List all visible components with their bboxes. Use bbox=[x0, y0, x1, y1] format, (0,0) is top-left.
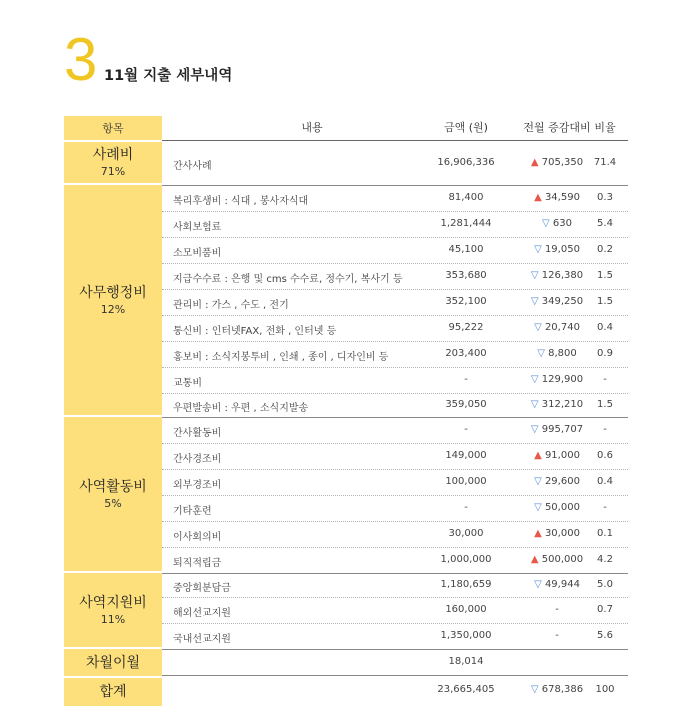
row-divider bbox=[162, 367, 628, 368]
amount-value: 100,000 bbox=[445, 476, 487, 487]
amount-value: 203,400 bbox=[445, 348, 487, 359]
ratio-value: 1.5 bbox=[597, 399, 613, 410]
header-category bbox=[64, 116, 162, 140]
item-description: 홍보비 : 소식지봉투비 , 인쇄 , 종이 , 디자인비 등 bbox=[173, 352, 389, 363]
ratio-value: 0.4 bbox=[597, 322, 613, 333]
amount-value: 1,000,000 bbox=[440, 554, 492, 565]
column-header: 전월 증감대비 bbox=[523, 121, 591, 134]
ratio-value: 0.4 bbox=[597, 476, 613, 487]
item-description: 지급수수료 : 은행 및 cms 수수료, 정수기, 복사기 등 bbox=[173, 274, 403, 285]
ratio-value: 1.5 bbox=[597, 270, 613, 281]
row-divider bbox=[162, 211, 628, 212]
category-cell bbox=[64, 678, 162, 706]
amount-value: 353,680 bbox=[445, 270, 487, 281]
row-divider bbox=[162, 547, 628, 548]
down-triangle-icon: ▽ bbox=[534, 502, 545, 513]
change-amount: 34,590 bbox=[544, 192, 580, 203]
change-amount: 50,000 bbox=[544, 502, 580, 513]
amount-value: - bbox=[464, 374, 468, 385]
row-divider bbox=[162, 469, 628, 470]
change-amount: 995,707 bbox=[541, 424, 584, 435]
row-divider bbox=[162, 675, 628, 676]
amount-value: 160,000 bbox=[445, 604, 487, 615]
category-name: 합계 bbox=[99, 684, 127, 700]
amount-value: 149,000 bbox=[445, 450, 487, 461]
row-divider bbox=[162, 393, 628, 394]
ratio-value: 0.9 bbox=[597, 348, 613, 359]
ratio-value: 1.5 bbox=[597, 296, 613, 307]
change-amount: 30,000 bbox=[544, 528, 580, 539]
ratio-value: - bbox=[603, 374, 607, 385]
change-amount: 91,000 bbox=[544, 450, 580, 461]
row-divider bbox=[162, 623, 628, 624]
up-triangle-icon: ▲ bbox=[534, 192, 545, 203]
change-amount: 126,380 bbox=[541, 270, 584, 281]
item-description: 간사사례 bbox=[173, 161, 212, 172]
amount-value: 1,180,659 bbox=[440, 579, 492, 590]
amount-value: - bbox=[464, 502, 468, 513]
amount-value: 1,350,000 bbox=[440, 630, 492, 641]
change-amount: 20,740 bbox=[544, 322, 580, 333]
row-divider bbox=[162, 185, 628, 186]
ratio-value: 5.4 bbox=[597, 218, 613, 229]
up-triangle-icon: ▲ bbox=[534, 528, 545, 539]
row-divider bbox=[162, 521, 628, 522]
up-triangle-icon: ▲ bbox=[530, 554, 542, 565]
category-percent: 71% bbox=[100, 165, 126, 178]
header-label: 항목 bbox=[102, 121, 124, 135]
ratio-value: 0.3 bbox=[597, 192, 613, 203]
change-amount: 312,210 bbox=[541, 399, 584, 410]
ratio-value: 0.6 bbox=[597, 450, 613, 461]
change-amount: 500,000 bbox=[541, 554, 584, 565]
down-triangle-icon: ▽ bbox=[530, 374, 542, 385]
row-divider bbox=[162, 237, 628, 238]
item-description: 간사활동비 bbox=[173, 428, 222, 439]
section-number: 3 bbox=[64, 26, 98, 93]
amount-value: 352,100 bbox=[445, 296, 487, 307]
column-header: 내용 bbox=[301, 121, 323, 134]
ratio-value: 0.7 bbox=[597, 604, 613, 615]
row-divider bbox=[162, 443, 628, 444]
change-amount: 678,386 bbox=[541, 684, 584, 695]
item-description: 국내선교지원 bbox=[173, 634, 231, 645]
item-description: 기타훈련 bbox=[173, 506, 212, 517]
up-triangle-icon: ▲ bbox=[534, 450, 545, 461]
ratio-value: 5.0 bbox=[597, 579, 613, 590]
amount-value: 81,400 bbox=[448, 192, 484, 203]
item-description: 사회보험료 bbox=[173, 222, 222, 233]
change-amount: - bbox=[555, 630, 559, 641]
amount-value: 16,906,336 bbox=[437, 157, 495, 168]
category-cell bbox=[64, 417, 162, 571]
row-divider bbox=[162, 417, 628, 418]
ratio-value: - bbox=[603, 424, 607, 435]
down-triangle-icon: ▽ bbox=[530, 270, 542, 281]
item-description: 우편발송비 : 우편 , 소식지발송 bbox=[173, 403, 309, 414]
item-description: 관리비 : 가스 , 수도 , 전기 bbox=[173, 300, 289, 311]
change-amount: 19,050 bbox=[544, 244, 580, 255]
ratio-value: 71.4 bbox=[593, 157, 617, 168]
column-header: 금액 (원) bbox=[444, 121, 488, 134]
down-triangle-icon: ▽ bbox=[530, 296, 542, 307]
category-name: 사역활동비 bbox=[79, 478, 147, 495]
ratio-value: 0.1 bbox=[597, 528, 613, 539]
category-name: 사무행정비 bbox=[79, 284, 147, 301]
category-name: 사례비 bbox=[92, 147, 134, 163]
item-description: 교통비 bbox=[173, 378, 202, 389]
item-description: 해외선교지원 bbox=[173, 608, 231, 619]
row-divider bbox=[162, 573, 628, 574]
change-amount: 630 bbox=[552, 218, 572, 229]
row-divider bbox=[162, 315, 628, 316]
section-title: 11월 지출 세부내역 bbox=[104, 68, 233, 84]
up-triangle-icon: ▲ bbox=[530, 157, 542, 168]
down-triangle-icon: ▽ bbox=[530, 684, 542, 695]
change-amount: 129,900 bbox=[541, 374, 584, 385]
amount-value: 1,281,444 bbox=[440, 218, 492, 229]
row-divider bbox=[162, 289, 628, 290]
ratio-value: 4.2 bbox=[597, 554, 613, 565]
item-description: 외부경조비 bbox=[173, 480, 222, 491]
down-triangle-icon: ▽ bbox=[534, 322, 545, 333]
down-triangle-icon: ▽ bbox=[534, 579, 545, 590]
amount-value: 45,100 bbox=[448, 244, 484, 255]
category-percent: 5% bbox=[104, 496, 122, 510]
item-description: 퇴직적립금 bbox=[173, 558, 222, 569]
down-triangle-icon: ▽ bbox=[530, 399, 542, 410]
change-amount: 349,250 bbox=[541, 296, 584, 307]
down-triangle-icon: ▽ bbox=[542, 218, 553, 229]
item-description: 간사경조비 bbox=[173, 454, 222, 465]
row-divider bbox=[162, 341, 628, 342]
category-cell bbox=[64, 185, 162, 415]
item-description: 복리후생비 : 식대 , 봉사자식대 bbox=[173, 196, 309, 207]
change-amount: 8,800 bbox=[548, 348, 577, 359]
ratio-value: 0.2 bbox=[597, 244, 613, 255]
amount-value: 359,050 bbox=[445, 399, 487, 410]
row-divider bbox=[162, 649, 628, 650]
amount-value: 95,222 bbox=[448, 322, 484, 333]
item-description: 중앙회분담금 bbox=[173, 583, 231, 594]
change-amount: 49,944 bbox=[544, 579, 580, 590]
item-description: 소모비품비 bbox=[173, 248, 222, 259]
amount-value: 30,000 bbox=[448, 528, 484, 539]
change-amount: - bbox=[555, 604, 559, 615]
change-amount: 29,600 bbox=[544, 476, 580, 487]
amount-value: - bbox=[464, 424, 468, 435]
category-percent: 11% bbox=[100, 612, 126, 626]
down-triangle-icon: ▽ bbox=[537, 348, 549, 359]
category-cell bbox=[64, 142, 162, 183]
header-divider bbox=[162, 140, 628, 141]
category-name: 사역지원비 bbox=[79, 594, 147, 611]
category-cell bbox=[64, 649, 162, 676]
column-header: 비율 bbox=[594, 121, 616, 134]
row-divider bbox=[162, 597, 628, 598]
ratio-value: - bbox=[603, 502, 607, 513]
down-triangle-icon: ▽ bbox=[530, 424, 542, 435]
amount-value: 18,014 bbox=[448, 656, 484, 667]
item-description: 통신비 : 인터넷FAX, 전화 , 인터넷 등 bbox=[173, 326, 337, 337]
down-triangle-icon: ▽ bbox=[534, 244, 545, 255]
row-divider bbox=[162, 495, 628, 496]
category-name: 차월이월 bbox=[85, 654, 141, 671]
change-amount: 705,350 bbox=[541, 157, 584, 168]
ratio-value: 5.6 bbox=[597, 630, 613, 641]
down-triangle-icon: ▽ bbox=[534, 476, 545, 487]
item-description: 이사회의비 bbox=[173, 532, 222, 543]
ratio-value: 100 bbox=[595, 684, 615, 695]
amount-value: 23,665,405 bbox=[437, 684, 495, 695]
category-cell bbox=[64, 573, 162, 647]
category-percent: 12% bbox=[100, 302, 126, 316]
row-divider bbox=[162, 263, 628, 264]
